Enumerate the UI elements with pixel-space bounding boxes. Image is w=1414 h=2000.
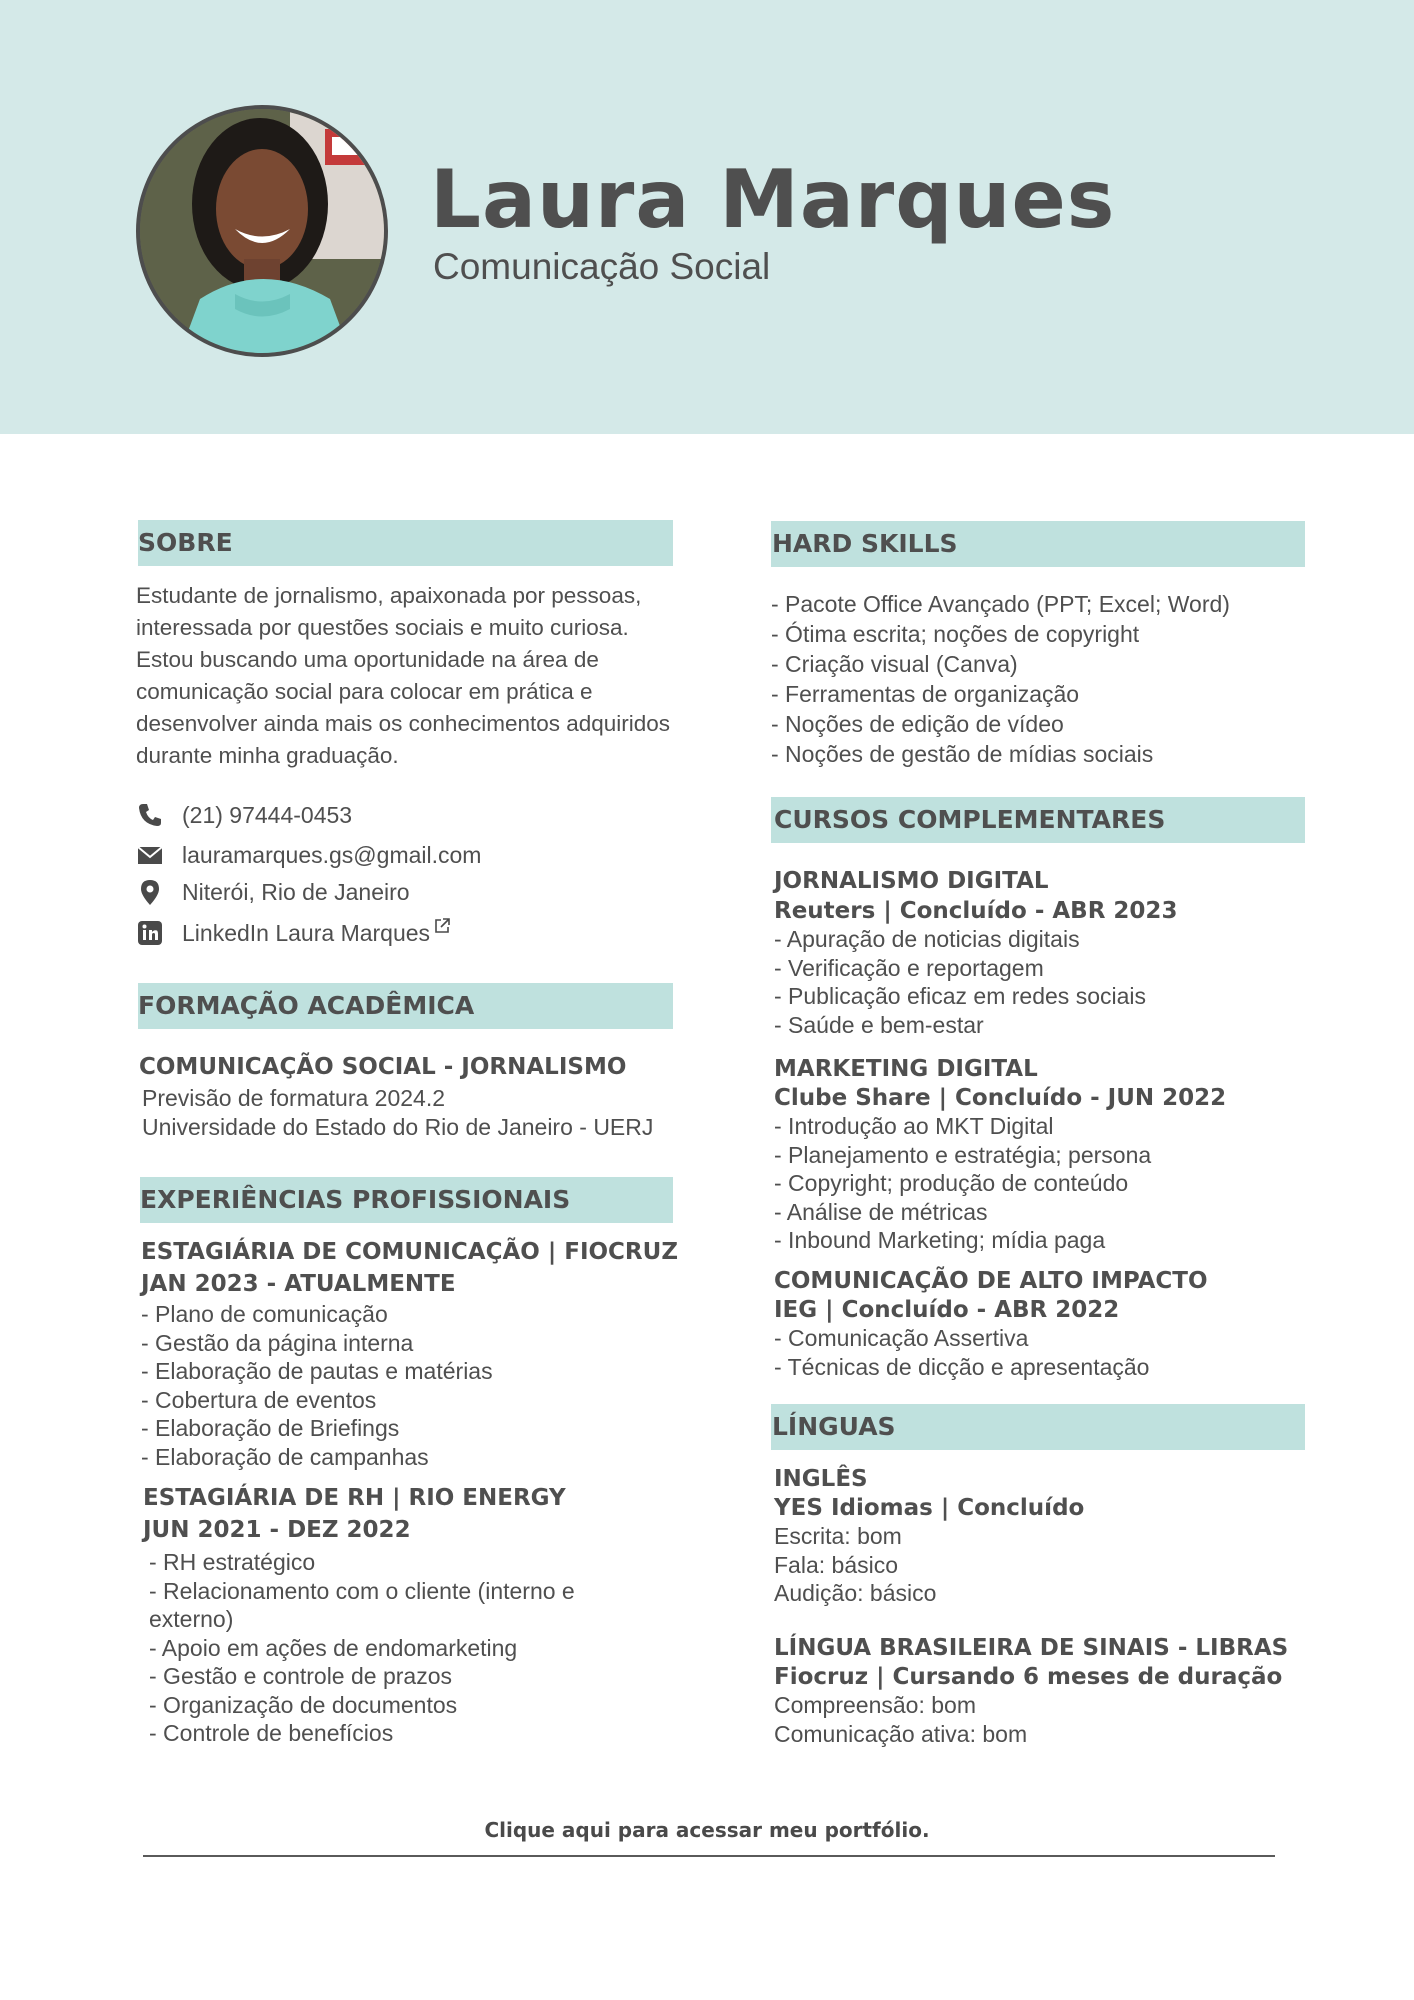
footer-divider bbox=[143, 1855, 1275, 1857]
section-heading-experiencias: EXPERIÊNCIAS PROFISSIONAIS bbox=[140, 1185, 571, 1214]
list-item: Audição: básico bbox=[774, 1580, 937, 1606]
linkedin-text: LinkedIn Laura Marques bbox=[182, 919, 431, 946]
language-levels bbox=[774, 1522, 936, 1608]
list-item: - Comunicação Assertiva bbox=[774, 1325, 1029, 1351]
section-heading-formacao: FORMAÇÃO ACADÊMICA bbox=[138, 991, 475, 1020]
list-item: - Noções de edição de vídeo bbox=[771, 711, 1064, 737]
list-item: - Saúde e bem-estar bbox=[774, 1011, 984, 1038]
list-item: Compreensão: bom bbox=[774, 1692, 976, 1718]
about-text: Estudante de jornalismo, apaixonada por pessoas, interessada por questões sociais e muito curiosa. Estou buscando uma oportunidade na área de comunicação social para colocar em prática e desenvolver ainda mais os conhecimentos adquiridos durante minha graduação. bbox=[136, 583, 671, 768]
degree-detail: Previsão de formatura 2024.2 bbox=[142, 1085, 446, 1111]
portfolio-link[interactable]: Clique aqui para acessar meu portfólio. bbox=[484, 1818, 930, 1842]
phone-icon bbox=[136, 801, 164, 829]
degree-title: COMUNICAÇÃO SOCIAL - JORNALISMO bbox=[139, 1054, 627, 1080]
course-title: MARKETING DIGITAL bbox=[774, 1056, 1038, 1082]
course-topics bbox=[774, 925, 1146, 1039]
language-title: INGLÊS bbox=[774, 1466, 868, 1492]
location-pin-icon bbox=[136, 878, 164, 906]
location-text: Niterói, Rio de Janeiro bbox=[182, 878, 410, 905]
list-item: - Ótima escrita; noções de copyright bbox=[771, 621, 1140, 647]
course-topics bbox=[774, 1112, 1151, 1255]
list-item: - Elaboração de Briefings bbox=[141, 1415, 400, 1441]
job-title: ESTAGIÁRIA DE COMUNICAÇÃO | FIOCRUZ bbox=[141, 1239, 678, 1265]
profile-photo bbox=[136, 105, 388, 357]
email-text: lauramarques.gs@gmail.com bbox=[182, 841, 482, 868]
list-item: Comunicação ativa: bom bbox=[774, 1720, 1028, 1747]
list-item: - Publicação eficaz em redes sociais bbox=[774, 983, 1146, 1009]
linkedin-icon bbox=[136, 919, 164, 947]
list-item: - Elaboração de pautas e matérias bbox=[141, 1358, 493, 1384]
list-item: - Elaboração de campanhas bbox=[141, 1443, 429, 1470]
list-item: - Organização de documentos bbox=[149, 1691, 458, 1718]
job-tasks bbox=[149, 1548, 649, 1748]
section-heading-linguas: LÍNGUAS bbox=[772, 1412, 896, 1441]
list-item: - Ferramentas de organização bbox=[771, 681, 1080, 707]
email-icon bbox=[136, 841, 164, 869]
course-org: IEG | Concluído - ABR 2022 bbox=[774, 1297, 1120, 1323]
phone-text: (21) 97444-0453 bbox=[182, 801, 353, 828]
list-item: Fala: básico bbox=[774, 1551, 899, 1578]
language-title: LÍNGUA BRASILEIRA DE SINAIS - LIBRAS bbox=[774, 1635, 1289, 1661]
course-org: Reuters | Concluído - ABR 2023 bbox=[774, 898, 1178, 924]
list-item: - Cobertura de eventos bbox=[141, 1386, 377, 1413]
list-item: - Plano de comunicação bbox=[141, 1301, 388, 1327]
list-item: - Verificação e reportagem bbox=[774, 954, 1044, 981]
degree-details bbox=[142, 1084, 653, 1141]
course-org: Clube Share | Concluído - JUN 2022 bbox=[774, 1085, 1227, 1111]
language-org: YES Idiomas | Concluído bbox=[774, 1495, 1085, 1521]
list-item: - Gestão e controle de prazos bbox=[149, 1663, 452, 1689]
list-item: - Criação visual (Canva) bbox=[771, 651, 1018, 677]
section-heading-sobre: SOBRE bbox=[138, 528, 233, 557]
contact-phone[interactable] bbox=[136, 798, 352, 832]
list-item: - Pacote Office Avançado (PPT; Excel; Word) bbox=[771, 591, 1230, 617]
candidate-name: Laura Marques bbox=[430, 153, 1116, 246]
list-item: - Relacionamento com o cliente (interno e externo) bbox=[149, 1577, 575, 1632]
list-item: - RH estratégico bbox=[149, 1549, 316, 1575]
list-item: - Inbound Marketing; mídia paga bbox=[774, 1227, 1106, 1253]
job-tasks bbox=[141, 1300, 493, 1471]
course-topics bbox=[774, 1324, 1149, 1381]
candidate-title: Comunicação Social bbox=[433, 246, 771, 287]
language-levels bbox=[774, 1691, 1027, 1748]
job-period: JUN 2021 - DEZ 2022 bbox=[143, 1517, 411, 1543]
list-item: - Noções de gestão de mídias sociais bbox=[771, 741, 1154, 767]
list-item: - Copyright; produção de conteúdo bbox=[774, 1170, 1129, 1196]
course-title: COMUNICAÇÃO DE ALTO IMPACTO bbox=[774, 1268, 1208, 1294]
person-photo-icon bbox=[140, 109, 384, 353]
list-item: - Controle de benefícios bbox=[149, 1720, 394, 1746]
section-heading-cursos: CURSOS COMPLEMENTARES bbox=[774, 805, 1166, 834]
contact-location bbox=[136, 875, 410, 909]
language-org: Fiocruz | Cursando 6 meses de duração bbox=[774, 1664, 1283, 1690]
job-title: ESTAGIÁRIA DE RH | RIO ENERGY bbox=[143, 1485, 566, 1511]
list-item: - Introdução ao MKT Digital bbox=[774, 1113, 1054, 1139]
course-title: JORNALISMO DIGITAL bbox=[774, 868, 1049, 894]
list-item: - Análise de métricas bbox=[774, 1198, 988, 1225]
section-heading-hard-skills: HARD SKILLS bbox=[772, 529, 958, 558]
list-item: - Planejamento e estratégia; persona bbox=[774, 1141, 1152, 1168]
list-item: - Apuração de noticias digitais bbox=[774, 926, 1080, 952]
contact-email[interactable] bbox=[136, 838, 481, 872]
degree-detail: Universidade do Estado do Rio de Janeiro - UERJ bbox=[142, 1113, 654, 1140]
list-item: Escrita: bom bbox=[774, 1523, 902, 1549]
list-item: - Apoio em ações de endomarketing bbox=[149, 1634, 518, 1661]
hard-skills-list bbox=[771, 589, 1230, 769]
job-period: JAN 2023 - ATUALMENTE bbox=[141, 1271, 456, 1297]
list-item: - Gestão da página interna bbox=[141, 1329, 414, 1356]
contact-linkedin[interactable] bbox=[136, 916, 451, 950]
list-item: - Técnicas de dicção e apresentação bbox=[774, 1353, 1150, 1380]
external-link-icon bbox=[433, 917, 451, 935]
